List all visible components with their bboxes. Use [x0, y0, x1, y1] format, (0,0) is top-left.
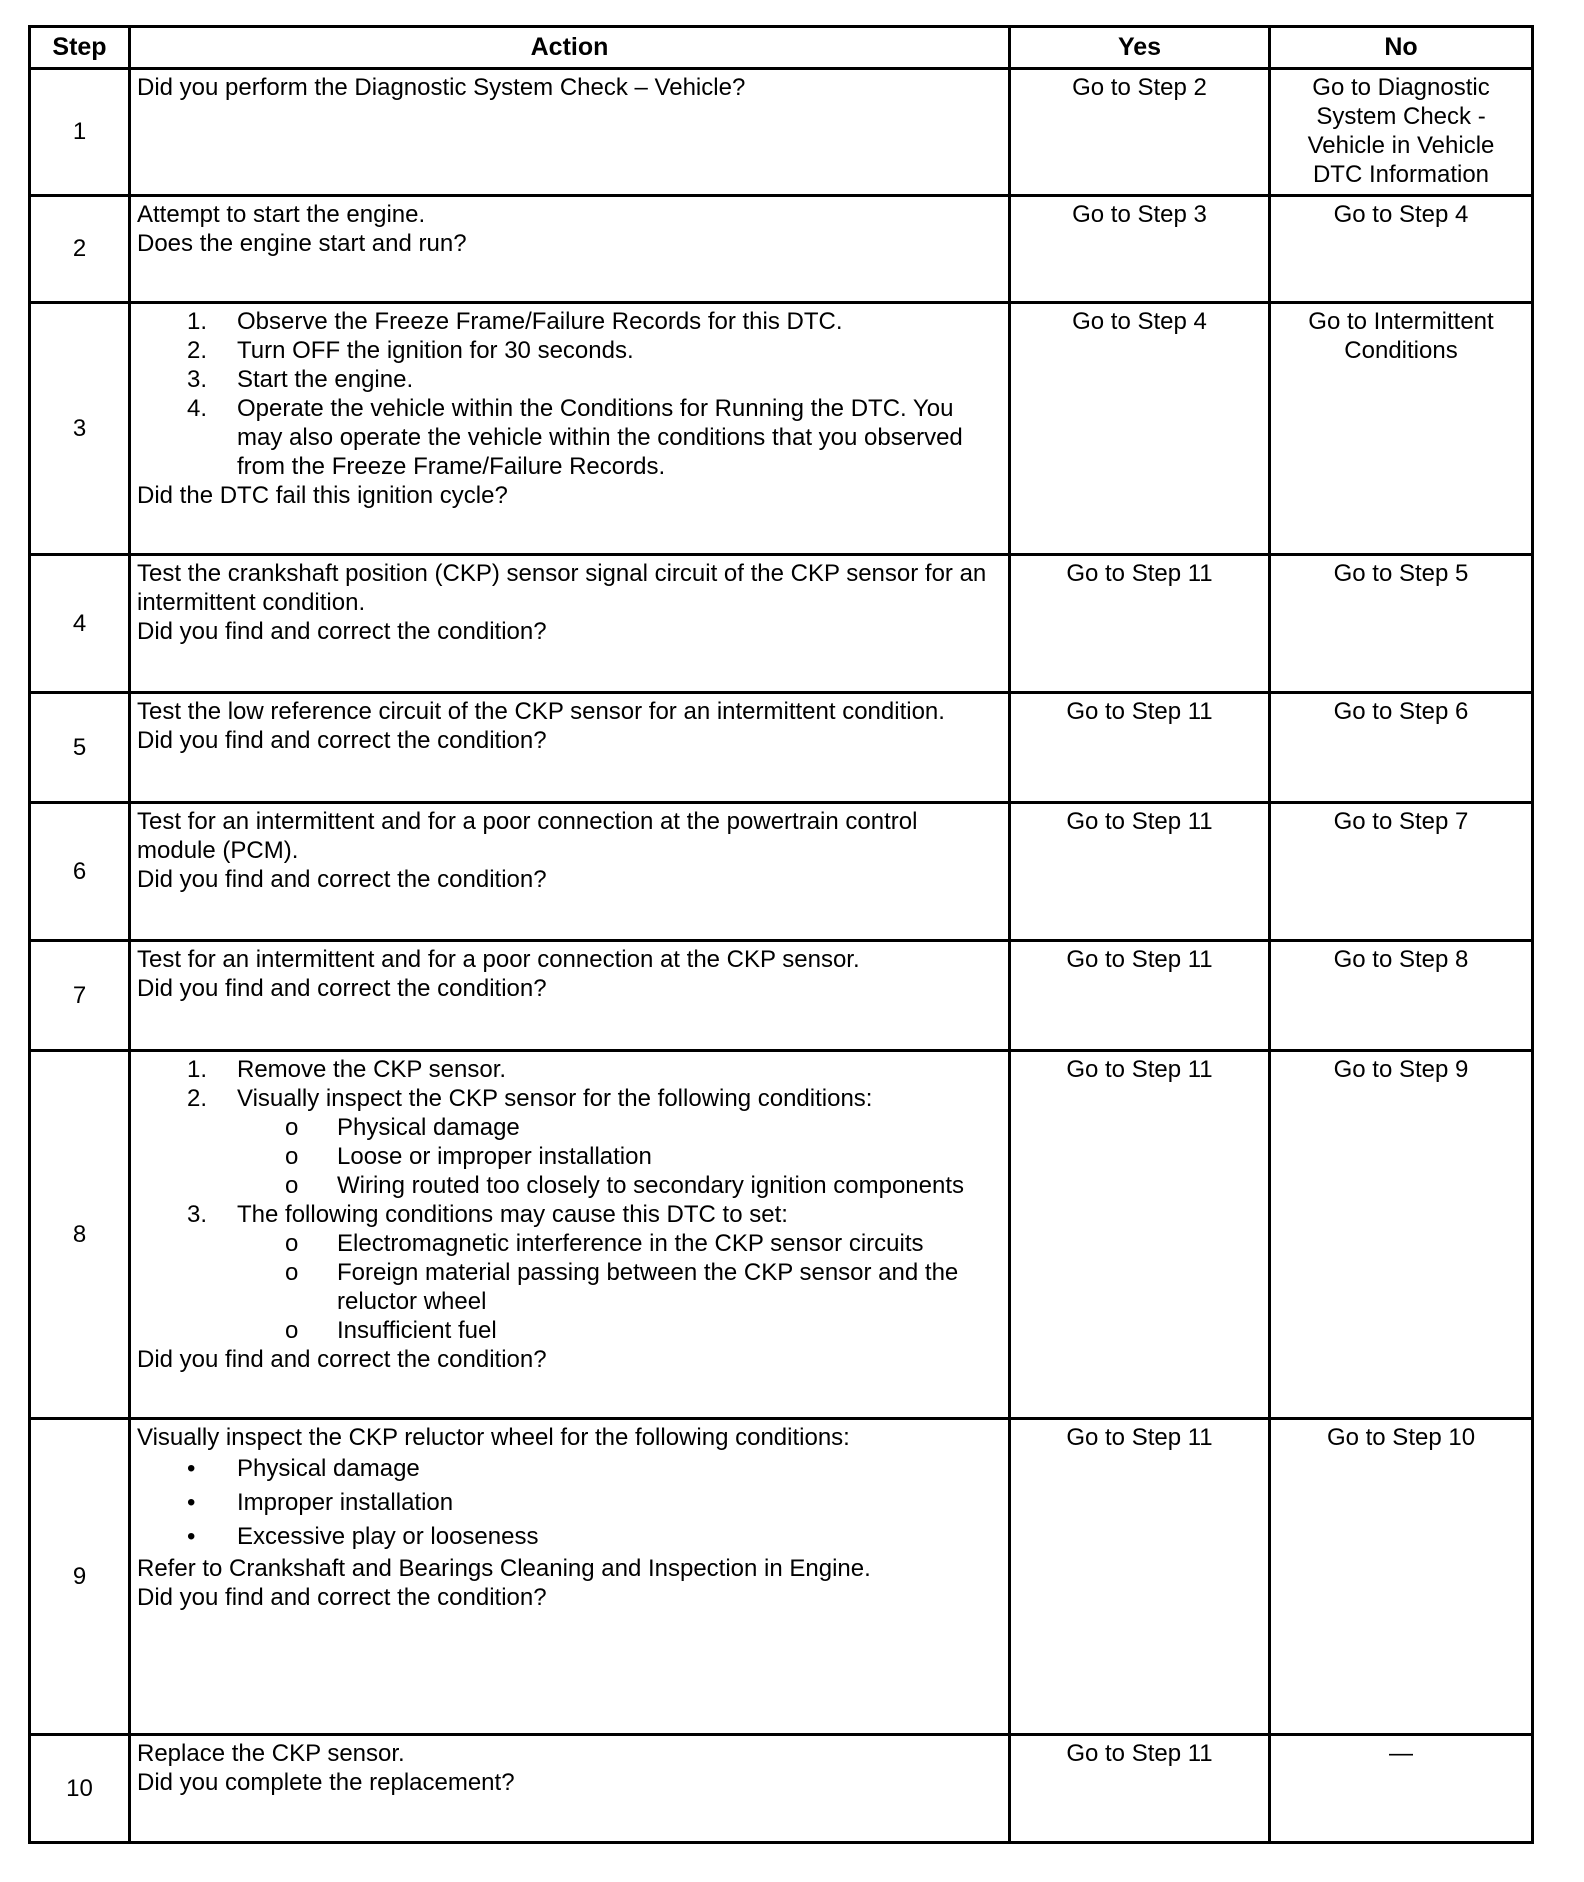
- list-number: 2.: [187, 1085, 208, 1112]
- no-text: Go to Step 9: [1333, 1056, 1469, 1083]
- action-question: Did you find and correct the condition?: [137, 975, 547, 1002]
- circle-bullet-icon: o: [285, 1317, 299, 1344]
- numbered-list: [137, 307, 1002, 481]
- list-text: Visually inspect the CKP sensor for the following conditions:: [237, 1085, 873, 1112]
- list-text: The following conditions may cause this DTC to set:: [237, 1201, 788, 1228]
- circle-bullet-icon: o: [285, 1259, 299, 1286]
- sub-list: [137, 1113, 1002, 1200]
- action-question: Did you find and correct the condition?: [137, 618, 547, 645]
- no-cell: [1270, 1735, 1533, 1843]
- action-question: Does the engine start and run?: [137, 230, 467, 257]
- step-number: 10: [30, 1735, 130, 1843]
- circle-bullet-icon: o: [285, 1230, 299, 1257]
- no-text: System Check -: [1316, 103, 1486, 130]
- step-number: 8: [30, 1051, 130, 1419]
- bullet-text: Improper installation: [237, 1489, 454, 1516]
- no-cell: [1270, 1419, 1533, 1735]
- step-number: 4: [30, 555, 130, 693]
- header-action: Action: [130, 27, 1010, 69]
- bullet-icon: •: [187, 1489, 196, 1516]
- step-number: 9: [30, 1419, 130, 1735]
- yes-cell: [1010, 555, 1270, 693]
- sub-list-item: [137, 1316, 1002, 1345]
- list-item: [137, 336, 1002, 365]
- table-row: [30, 303, 1533, 555]
- sub-list-text: Insufficient fuel: [337, 1317, 497, 1344]
- yes-text: Go to Step 11: [1066, 1740, 1213, 1767]
- sub-list-item: [137, 1258, 1002, 1316]
- step-number: 6: [30, 803, 130, 941]
- sub-list: [137, 1229, 1002, 1345]
- step-number: 5: [30, 693, 130, 803]
- action-cell: [130, 555, 1010, 693]
- yes-cell: [1010, 803, 1270, 941]
- no-text: —: [1389, 1740, 1413, 1767]
- table-row: [30, 693, 1533, 803]
- no-cell: [1270, 196, 1533, 303]
- action-cell: [130, 803, 1010, 941]
- header-row: [30, 27, 1533, 69]
- yes-text: Go to Step 4: [1072, 308, 1207, 335]
- circle-bullet-icon: o: [285, 1172, 299, 1199]
- action-question: Did you complete the replacement?: [137, 1769, 515, 1796]
- yes-text: Go to Step 2: [1072, 74, 1207, 101]
- action-text: Test for an intermittent and for a poor connection at the powertrain control module (PCM).: [137, 808, 918, 864]
- list-text: Operate the vehicle within the Conditions for Running the DTC. You may also operate the vehicle within the conditions that you observed from the Freeze Frame/Failure Records.: [237, 395, 963, 480]
- step-number: 7: [30, 941, 130, 1051]
- action-text: Test for an intermittent and for a poor connection at the CKP sensor.: [137, 946, 860, 973]
- yes-cell: [1010, 941, 1270, 1051]
- action-text: Test the crankshaft position (CKP) sensor signal circuit of the CKP sensor for an intermittent condition.: [137, 560, 987, 616]
- action-question: Did you find and correct the condition?: [137, 1584, 547, 1611]
- action-cell: [130, 1735, 1010, 1843]
- list-item: [137, 1084, 1002, 1113]
- yes-cell: [1010, 693, 1270, 803]
- list-item: [137, 365, 1002, 394]
- yes-text: Go to Step 11: [1066, 1424, 1213, 1451]
- numbered-list: [137, 1200, 1002, 1229]
- no-text: Vehicle in Vehicle: [1307, 132, 1495, 159]
- action-text: Replace the CKP sensor.: [137, 1740, 405, 1767]
- action-text: Did you perform the Diagnostic System Check – Vehicle?: [137, 74, 746, 101]
- list-number: 3.: [187, 366, 208, 393]
- sub-list-item: [137, 1113, 1002, 1142]
- no-text: DTC Information: [1312, 161, 1490, 188]
- sub-list-text: Foreign material passing between the CKP sensor and the reluctor wheel: [337, 1259, 959, 1315]
- no-cell: [1270, 803, 1533, 941]
- list-item: [137, 1200, 1002, 1229]
- sub-list-item: [137, 1229, 1002, 1258]
- list-number: 2.: [187, 337, 208, 364]
- no-text: Go to Step 5: [1333, 560, 1469, 587]
- action-question: Did the DTC fail this ignition cycle?: [137, 482, 508, 509]
- list-text: Observe the Freeze Frame/Failure Records for this DTC.: [237, 308, 843, 335]
- numbered-list: [137, 1055, 1002, 1113]
- table-row: [30, 69, 1533, 196]
- bullet-list: [137, 1452, 1002, 1554]
- header-step: Step: [30, 27, 130, 69]
- list-text: Remove the CKP sensor.: [237, 1056, 507, 1083]
- list-number: 4.: [187, 395, 208, 422]
- yes-cell: [1010, 1051, 1270, 1419]
- bullet-text: Excessive play or looseness: [237, 1523, 539, 1550]
- yes-text: Go to Step 11: [1066, 560, 1213, 587]
- bullet-item: [137, 1452, 1002, 1486]
- table-row: [30, 1419, 1533, 1735]
- list-text: Start the engine.: [237, 366, 414, 393]
- bullet-item: [137, 1486, 1002, 1520]
- step-number: 3: [30, 303, 130, 555]
- table-row: [30, 941, 1533, 1051]
- action-cell: [130, 941, 1010, 1051]
- step-number: 1: [30, 69, 130, 196]
- yes-cell: [1010, 303, 1270, 555]
- table-row: [30, 1735, 1533, 1843]
- yes-cell: [1010, 196, 1270, 303]
- sub-list-text: Physical damage: [337, 1114, 520, 1141]
- yes-text: Go to Step 11: [1066, 698, 1213, 725]
- no-cell: [1270, 693, 1533, 803]
- yes-text: Go to Step 3: [1072, 201, 1207, 228]
- list-item: [137, 307, 1002, 336]
- yes-text: Go to Step 11: [1066, 808, 1213, 835]
- no-text: Go to Step 4: [1333, 201, 1469, 228]
- table-row: [30, 196, 1533, 303]
- list-text: Turn OFF the ignition for 30 seconds.: [237, 337, 634, 364]
- no-text: Go to Intermittent: [1308, 308, 1494, 335]
- list-item: [137, 394, 1002, 481]
- action-cell: [130, 196, 1010, 303]
- sub-list-text: Loose or improper installation: [337, 1143, 652, 1170]
- yes-text: Go to Step 11: [1066, 1056, 1213, 1083]
- action-text: Attempt to start the engine.: [137, 201, 426, 228]
- action-cell: [130, 303, 1010, 555]
- sub-list-item: [137, 1171, 1002, 1200]
- bullet-icon: •: [187, 1455, 196, 1482]
- no-cell: [1270, 555, 1533, 693]
- sub-list-text: Electromagnetic interference in the CKP sensor circuits: [337, 1230, 924, 1257]
- yes-cell: [1010, 69, 1270, 196]
- yes-text: Go to Step 11: [1066, 946, 1213, 973]
- diagnostic-table: [28, 25, 1534, 1844]
- header-no: No: [1270, 27, 1533, 69]
- action-cell: [130, 69, 1010, 196]
- table-row: [30, 1051, 1533, 1419]
- list-item: [137, 1055, 1002, 1084]
- table-row: [30, 803, 1533, 941]
- bullet-text: Physical damage: [237, 1455, 420, 1482]
- no-cell: [1270, 1051, 1533, 1419]
- action-cell: [130, 693, 1010, 803]
- no-text: Go to Step 6: [1333, 698, 1469, 725]
- header-yes: Yes: [1010, 27, 1270, 69]
- bullet-icon: •: [187, 1523, 196, 1550]
- step-number: 2: [30, 196, 130, 303]
- circle-bullet-icon: o: [285, 1143, 299, 1170]
- action-cell: [130, 1419, 1010, 1735]
- table-row: [30, 555, 1533, 693]
- no-cell: [1270, 941, 1533, 1051]
- no-cell: [1270, 69, 1533, 196]
- no-text: Go to Step 7: [1333, 808, 1469, 835]
- no-cell: [1270, 303, 1533, 555]
- yes-cell: [1010, 1735, 1270, 1843]
- action-question: Did you find and correct the condition?: [137, 866, 547, 893]
- action-text: Visually inspect the CKP reluctor wheel for the following conditions:: [137, 1424, 850, 1451]
- bullet-item: [137, 1520, 1002, 1554]
- no-text: Conditions: [1344, 337, 1458, 364]
- action-text: Test the low reference circuit of the CKP sensor for an intermittent condition.: [137, 698, 945, 725]
- sub-list-text: Wiring routed too closely to secondary ignition components: [337, 1172, 964, 1199]
- action-cell: [130, 1051, 1010, 1419]
- list-number: 1.: [187, 308, 208, 335]
- list-number: 1.: [187, 1056, 208, 1083]
- no-text: Go to Step 10: [1326, 1424, 1476, 1451]
- action-question: Did you find and correct the condition?: [137, 727, 547, 754]
- refer-text: Refer to Crankshaft and Bearings Cleaning and Inspection in Engine.: [137, 1555, 871, 1582]
- sub-list-item: [137, 1142, 1002, 1171]
- circle-bullet-icon: o: [285, 1114, 299, 1141]
- yes-cell: [1010, 1419, 1270, 1735]
- action-question: Did you find and correct the condition?: [137, 1346, 547, 1373]
- no-text: Go to Diagnostic: [1312, 74, 1490, 101]
- list-number: 3.: [187, 1201, 208, 1228]
- no-text: Go to Step 8: [1333, 946, 1469, 973]
